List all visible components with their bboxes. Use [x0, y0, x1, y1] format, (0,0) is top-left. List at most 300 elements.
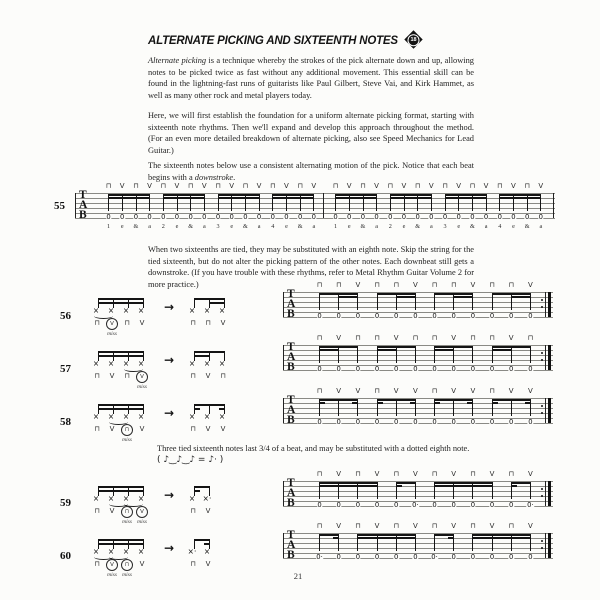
beam-secondary [396, 296, 416, 298]
picking-mark: ⊓ [121, 559, 133, 571]
beam-secondary-stub [396, 485, 402, 487]
staff-line [75, 208, 555, 209]
beam-primary [98, 404, 144, 406]
beam-primary [319, 534, 339, 536]
beat-count: e [512, 223, 515, 230]
note-head-x: × [107, 546, 115, 556]
picking-mark: ⊓ [393, 470, 399, 478]
note-head-x: × [137, 493, 145, 503]
note-stem [209, 406, 210, 414]
repeat-thick-line [548, 345, 551, 370]
beam-primary [511, 482, 531, 484]
tab-clef-letter: B [287, 307, 295, 320]
beam-primary [335, 194, 377, 196]
fret-number: 0 [456, 212, 461, 221]
beam-secondary-stub [377, 402, 383, 404]
picking-mark: V [374, 470, 380, 478]
beam-secondary-stub [448, 537, 454, 539]
miss-label: miss [137, 519, 147, 525]
fret-number: 0 [489, 364, 495, 373]
picking-mark: V [336, 470, 342, 478]
arrow-icon: → [164, 353, 175, 367]
fret-number: 0 [432, 500, 437, 509]
example-number: 56 [60, 310, 71, 322]
picking-mark: ⊓ [450, 281, 457, 289]
picking-mark: ⊓ [442, 182, 448, 190]
picking-mark: V [109, 372, 115, 380]
tab-clef-letter: A [287, 486, 296, 499]
picking-mark: V [284, 182, 289, 190]
track-number: 18 [407, 34, 419, 46]
picking-mark: ⊓ [190, 560, 196, 568]
fret-number: 0 [374, 212, 379, 221]
picking-mark: V [401, 182, 407, 190]
fret-number: 0 [360, 212, 366, 221]
picking-mark: V [511, 182, 516, 190]
note-head-x: × [107, 358, 115, 368]
note-head-x: × [188, 493, 196, 503]
fret-number: 0 [429, 212, 434, 221]
picking-mark: V [139, 425, 145, 433]
beam-secondary [218, 197, 260, 199]
track-number-badge-icon [404, 30, 422, 48]
tab-clef-letter: B [287, 548, 295, 561]
tab-clef-letter: B [287, 413, 295, 426]
beat-count: e [230, 223, 234, 230]
fret-number: 0 [394, 500, 399, 509]
picking-mark: ⊓ [270, 182, 276, 190]
note-head-x: × [188, 305, 196, 315]
beat-count: a [257, 223, 261, 230]
beam-primary [434, 346, 473, 348]
picking-mark: V [489, 522, 495, 530]
beat-count: 4 [271, 223, 275, 230]
beam-secondary [445, 197, 487, 199]
fret-number: 0 [374, 364, 380, 373]
note-head-x: × [122, 493, 130, 503]
rhythm-substitution-diagram [92, 539, 256, 584]
beam-secondary [98, 355, 144, 357]
picking-mark: ⊓ [489, 387, 495, 395]
note-head-x: × [92, 358, 100, 368]
beam-secondary-stub [467, 402, 473, 404]
tab-staff [75, 182, 555, 230]
picking-mark: V [205, 425, 211, 433]
picking-mark: V [220, 425, 226, 433]
picking-mark: ⊓ [431, 387, 438, 395]
beat-count: 2 [388, 223, 392, 230]
picking-mark: ⊓ [355, 334, 361, 342]
dotted-eighth-formula: ( ♪‿♪‿♪ = ♪· ) [157, 455, 224, 465]
picking-mark: V [393, 334, 399, 342]
picking-mark: V [106, 318, 118, 330]
fret-number: 0 [106, 212, 111, 221]
picking-mark: V [174, 182, 180, 190]
beam-primary [194, 486, 210, 488]
beat-count: & [469, 223, 475, 230]
tab-clef-letter: A [287, 350, 296, 363]
beam-secondary-stub [511, 485, 517, 487]
note-head-x: × [122, 305, 130, 315]
fret-number: 0 [451, 311, 456, 320]
staff-line [283, 543, 553, 544]
fret-number: 0 [374, 417, 380, 426]
picking-mark: ⊓ [316, 334, 323, 342]
beat-count: & [360, 223, 366, 230]
beam-primary [194, 298, 225, 300]
example-number: 59 [60, 497, 71, 509]
picking-mark: V [451, 334, 457, 342]
beat-count: 4 [498, 223, 502, 230]
picking-mark: V [355, 387, 361, 395]
fret-number: 0 [509, 311, 514, 320]
fret-number: 0 [451, 552, 456, 561]
fret-number: 0 [147, 212, 152, 221]
note-stem [319, 536, 320, 551]
beam-secondary [453, 296, 473, 298]
picking-mark: ⊓ [94, 372, 100, 380]
picking-mark: V [136, 506, 148, 518]
note-stem [530, 348, 531, 363]
paragraph-downstroke-text: The sixteenth notes below use a consistent alternating motion of the pick. Notice that each beat begins with a [148, 161, 474, 182]
fret-number: 0 [413, 311, 418, 320]
paragraph-intro [148, 55, 474, 101]
picking-mark: ⊓ [414, 182, 421, 190]
staff-start-barline [283, 481, 284, 506]
picking-mark: ⊓ [470, 470, 476, 478]
repeat-thick-line [548, 533, 551, 558]
beam-secondary [108, 197, 150, 199]
fret-number: 0 [415, 212, 420, 221]
beam-secondary-stub [194, 490, 200, 492]
beat-count: a [429, 223, 433, 230]
fret-number: 0 [188, 212, 193, 221]
fret-number: 0 [215, 212, 221, 221]
fret-number: 0 [528, 364, 533, 373]
picking-mark: V [508, 334, 514, 342]
picking-mark: ⊓ [374, 387, 380, 395]
picking-mark: V [139, 560, 145, 568]
fret-number: 0 [336, 417, 341, 426]
fret-number: 0 [511, 212, 516, 221]
picking-mark: ⊓ [94, 319, 100, 327]
picking-mark: ⊓ [469, 182, 476, 190]
fret-number: 0 [509, 552, 514, 561]
end-barline [553, 193, 554, 218]
repeat-thin-line [545, 533, 546, 558]
beam-secondary [98, 490, 144, 492]
fret-number: 0 [470, 552, 476, 561]
fret-number: 0 [413, 417, 418, 426]
note-head-x: × [92, 305, 100, 315]
fret-number: 0 [355, 364, 361, 373]
tab-clef [79, 191, 87, 220]
picking-mark: V [412, 470, 418, 478]
picking-mark: ⊓ [360, 182, 366, 190]
beam-secondary-stub [319, 402, 325, 404]
picking-mark: ⊓ [205, 319, 211, 327]
picking-mark: V [109, 425, 115, 433]
arrow-icon: → [164, 406, 175, 420]
beam-secondary-stub [204, 543, 210, 545]
beam-primary [434, 399, 473, 401]
beam-secondary [499, 197, 541, 199]
beat-count: a [484, 223, 488, 230]
fret-number: 0 [336, 500, 341, 509]
picking-mark: V [527, 387, 533, 395]
fret-number: 0 [394, 311, 399, 320]
beam-primary [492, 346, 531, 348]
repeat-thin-line [545, 398, 546, 423]
note-stem [377, 295, 378, 310]
beam-primary [377, 293, 416, 295]
repeat-thin-line [545, 345, 546, 370]
beam-secondary [98, 302, 144, 304]
picking-mark: ⊓ [355, 522, 361, 530]
repeat-thick-line [548, 398, 551, 423]
beat-count: a [539, 223, 543, 230]
beat-count: & [415, 223, 421, 230]
picking-mark: ⊓ [190, 319, 196, 327]
picking-mark: ⊓ [355, 470, 361, 478]
fret-number: 0 [413, 364, 418, 373]
picking-mark: ⊓ [187, 182, 194, 190]
picking-mark: ⊓ [124, 372, 130, 380]
beat-count: a [375, 223, 378, 230]
beam-secondary [390, 197, 432, 199]
picking-mark: V [451, 387, 457, 395]
note-head-x: × [122, 411, 130, 421]
rhythm-substitution-diagram [92, 351, 256, 396]
fret-number: 0 [394, 364, 399, 373]
fret-number: 0 [333, 212, 338, 221]
staff-line [283, 548, 553, 549]
note-head-x: × [203, 546, 211, 556]
note-head-x: × [137, 546, 145, 556]
beam-primary [492, 293, 531, 295]
picking-mark: ⊓ [316, 522, 323, 530]
fret-number: 0· [412, 500, 419, 509]
fret-number: 0 [483, 212, 489, 221]
note-head-x: × [92, 493, 100, 503]
picking-mark: V [456, 182, 462, 190]
note-head-x: × [107, 305, 115, 315]
tab-clef-letter: T [287, 477, 295, 489]
beam-secondary-stub [525, 402, 531, 404]
beam-primary [218, 194, 260, 196]
picking-mark: ⊓ [524, 182, 530, 190]
note-head-x: × [122, 358, 130, 368]
picking-mark: ⊓ [431, 281, 438, 289]
beam-primary [98, 351, 144, 353]
picking-mark: ⊓ [431, 470, 438, 478]
picking-mark: V [205, 560, 211, 568]
fret-number: 0 [470, 212, 475, 221]
beat-count: & [242, 223, 248, 230]
beam-primary [98, 486, 144, 488]
picking-mark: V [451, 522, 457, 530]
beat-count: e [347, 223, 351, 230]
beam-primary [98, 539, 144, 541]
note-stem [511, 401, 512, 416]
note-head-x: × [188, 358, 196, 368]
beam-secondary [98, 543, 144, 545]
fret-number: 0 [229, 212, 234, 221]
beam-secondary-stub [219, 408, 225, 410]
note-stem [338, 401, 339, 416]
picking-mark: ⊓ [393, 281, 399, 289]
beam-primary [319, 346, 358, 348]
repeat-thin-line [545, 292, 546, 317]
picking-mark: V [220, 319, 226, 327]
picking-mark: V [336, 334, 342, 342]
note-head-x: × [92, 546, 100, 556]
fret-number: 0 [161, 212, 166, 221]
staff-line [283, 408, 553, 409]
beam-primary [396, 482, 416, 484]
fret-number: 0 [374, 552, 380, 561]
picking-mark: ⊓ [190, 372, 196, 380]
picking-mark: ⊓ [489, 334, 495, 342]
rhythm-substitution-diagram [92, 298, 256, 343]
picking-mark: ⊓ [316, 281, 323, 289]
beam-secondary [319, 349, 339, 351]
beat-count: 1 [106, 223, 111, 230]
beam-secondary [434, 485, 493, 487]
page-title-text: ALTERNATE PICKING AND SIXTEENTH NOTES [148, 35, 398, 47]
staff-line [283, 491, 553, 492]
fret-number: 0· [431, 552, 438, 561]
fret-number: 0 [451, 500, 456, 509]
fret-number: 0 [528, 311, 533, 320]
term-downstroke: downstroke [194, 172, 234, 182]
fret-number: 0 [355, 417, 361, 426]
note-head-x: × [218, 305, 226, 315]
fret-number: 0 [528, 552, 533, 561]
fret-number: 0 [442, 212, 448, 221]
fret-number: 0 [432, 311, 437, 320]
note-head-x: × [203, 305, 211, 315]
picking-mark: ⊓ [431, 334, 438, 342]
page-number: 21 [293, 571, 303, 581]
fret-number: 0 [451, 417, 456, 426]
picking-mark: V [355, 281, 361, 289]
picking-mark: V [527, 281, 533, 289]
fret-number: 0 [388, 212, 393, 221]
picking-mark: ⊓ [374, 281, 380, 289]
beat-count: e [402, 223, 406, 230]
beam-primary [194, 404, 225, 406]
beam-primary [357, 534, 416, 536]
picking-mark: V [109, 507, 115, 515]
page-title [148, 33, 488, 47]
staff-start-barline [283, 292, 284, 317]
picking-mark: V [483, 182, 489, 190]
picking-mark: ⊓ [121, 424, 133, 436]
beat-count: 3 [216, 223, 220, 230]
staff-line [283, 360, 553, 361]
fret-number: 0 [347, 212, 352, 221]
tab-clef-letter: A [287, 297, 296, 310]
picking-mark: ⊓ [121, 506, 133, 518]
beam-secondary-stub [410, 402, 416, 404]
picking-mark: ⊓ [94, 507, 100, 515]
paragraph-tied-sixteenths: When two sixteenths are tied, they may be substituted with an eighth note. Skip the string for the tied sixteenth, but do not alter the picking pattern of the other notes. Each downbeat still gets a downstroke. (If you have trouble with these rhythms, refer to Metal Rhythm Guitar Volume 2 for more practice.) [148, 245, 474, 289]
fret-number: 0 [509, 417, 514, 426]
picking-mark: ⊓ [393, 522, 399, 530]
beam-primary [194, 351, 225, 353]
miss-label: miss [107, 572, 117, 578]
picking-mark: ⊓ [316, 387, 323, 395]
tab-clef-letter: T [79, 189, 87, 201]
picking-mark: ⊓ [332, 182, 339, 190]
note-head-x: × [137, 305, 145, 315]
fret-number: 0 [413, 552, 418, 561]
fret-number: 0 [374, 500, 380, 509]
picking-mark: V [412, 281, 418, 289]
example-number: 58 [60, 416, 71, 428]
picking-mark: V [374, 522, 380, 530]
staff-start-barline [283, 533, 284, 558]
picking-mark: V [508, 387, 514, 395]
picking-mark: V [336, 387, 342, 395]
tab-clef [287, 343, 295, 372]
picking-mark: V [374, 182, 379, 190]
tab-clef-letter: T [287, 529, 295, 541]
picking-mark: V [229, 182, 235, 190]
beat-count: 2 [161, 223, 165, 230]
staff-line [283, 307, 553, 308]
staff-line [283, 355, 553, 356]
paragraph-intro-text: is a technique whereby the strokes of the pick alternate down and up, allowing notes to be picked twice as fast without any additional movement. This essential skill can be found in the lightning-fast runs of guitarists like Paul Gilbert, Steve Vai, and Kirk Hammet, as well as many other rock and metal players today. [148, 56, 474, 100]
tab-clef-letter: A [287, 403, 296, 416]
fret-number: 0 [401, 212, 407, 221]
picking-mark: ⊓ [508, 470, 514, 478]
beam-secondary [492, 349, 512, 351]
note-stem [434, 536, 435, 551]
beam-primary [472, 534, 531, 536]
beam-secondary [338, 296, 358, 298]
beam-secondary [272, 197, 314, 199]
tab-clef-letter: T [287, 394, 295, 406]
miss-label: miss [107, 331, 117, 337]
beam-secondary [434, 349, 454, 351]
repeat-thick-line [548, 481, 551, 506]
beam-secondary [319, 485, 378, 487]
fret-number: 0 [528, 417, 533, 426]
note-head-x: × [137, 358, 145, 368]
beam-secondary [357, 537, 416, 539]
fret-number: 0 [202, 212, 207, 221]
tab-staff [283, 334, 553, 373]
tab-clef-letter: T [287, 341, 295, 353]
fret-number: 0 [470, 311, 476, 320]
beam-primary [445, 194, 487, 196]
note-head-x: × [92, 411, 100, 421]
period: . [233, 172, 236, 182]
fret-number: 0 [133, 212, 139, 221]
picking-mark: V [412, 522, 418, 530]
beat-count: & [133, 223, 139, 230]
beam-primary [492, 399, 531, 401]
beat-count: e [285, 223, 288, 230]
beam-primary [499, 194, 541, 196]
note-stem [396, 401, 397, 416]
picking-mark: V [311, 182, 317, 190]
picking-mark: V [451, 470, 457, 478]
fret-number: 0 [489, 500, 495, 509]
tab-clef-letter: B [287, 360, 295, 373]
